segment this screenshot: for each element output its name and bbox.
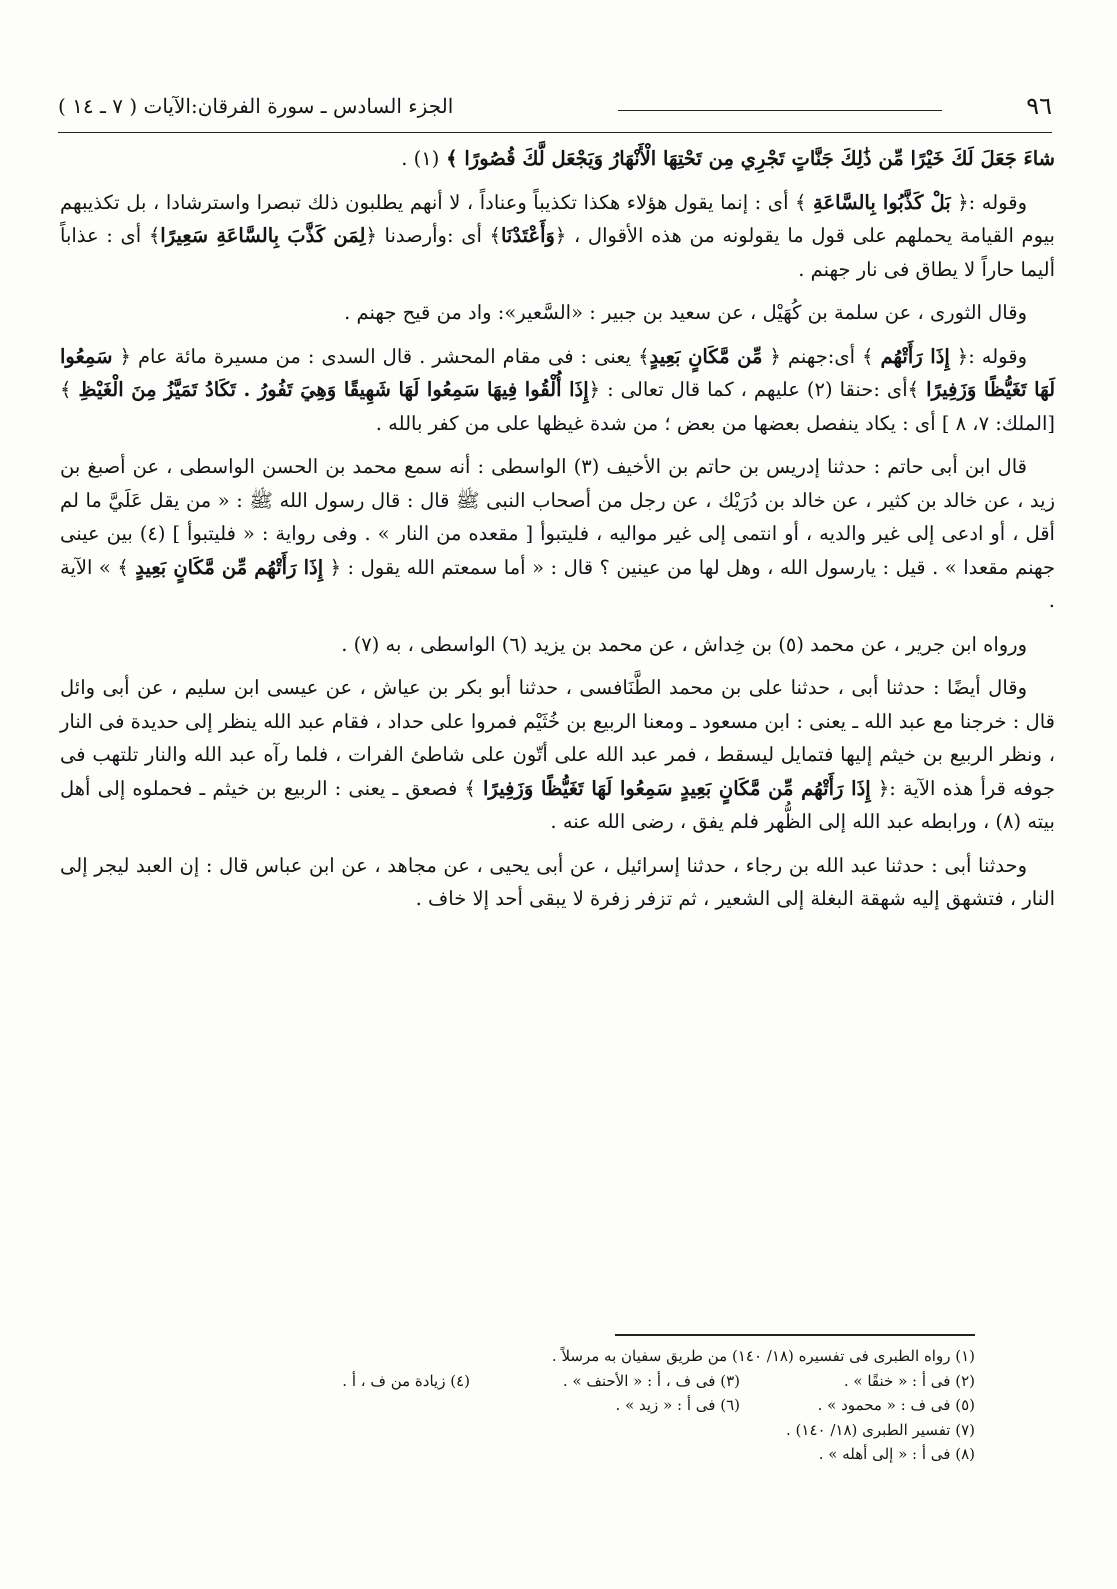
footnote: (٨) فى أ : « إلى أهله » . xyxy=(818,1445,975,1463)
footnote: (١) رواه الطبرى فى تفسيره (١٨/ ١٤٠) من طريق سفيان به مرسلاً . xyxy=(551,1347,975,1365)
text-run: ورواه ابن جرير ، عن محمد (٥) بن خِداش ، عن محمد بن يزيد (٦) الواسطى ، به (٧) . xyxy=(341,632,1027,656)
header-rule xyxy=(618,110,942,111)
text-run: ﴾ أى :وأرصدنا ﴿ xyxy=(365,224,501,247)
footnote: (٢) فى أ : « خنقًا » . xyxy=(843,1371,975,1390)
text-run: وقوله :﴿ xyxy=(950,190,1027,214)
paragraph xyxy=(60,296,1055,330)
paragraph xyxy=(60,849,1055,916)
quran-quote: مِّن مَّكَانٍ بَعِيدٍ xyxy=(649,344,763,368)
quran-quote: إِذَا رَأَتْهُم مِّن مَّكَانٍ بَعِيدٍ سَمِعُوا لَهَا تَغَيُّظًا وَزَفِيرًا xyxy=(483,776,871,800)
footnote: (٥) فى ف : « محمود » . xyxy=(817,1396,975,1414)
footnote: (٦) فى أ : « زيد » . xyxy=(615,1396,740,1414)
quran-quote: شاءَ جَعَلَ لَكَ خَيْرًا مِّن ذَٰلِكَ جَنَّاتٍ تَجْرِي مِن تَحْتِهَا الْأَنْهَارُ وَيَجْعَل لَّكَ قُصُورًا ﴾ xyxy=(439,147,1055,170)
quran-quote: وَأَعْتَدْنَا xyxy=(500,224,555,247)
text-run: ﴾ [الملك: ٧، ٨ ] أى : يكاد ينفصل بعضها من بعض ؛ من شدة غيظها على من كفر بالله . xyxy=(60,378,1055,435)
footnote-row xyxy=(250,1418,975,1443)
text-run: ﴾ يعنى : فى مقام المحشر . قال السدى : من مسيرة مائة عام ﴿ xyxy=(112,344,650,368)
page-number: ٩٦ xyxy=(1026,92,1052,120)
quran-quote: بَلْ كَذَّبُوا بِالسَّاعَةِ xyxy=(813,190,951,214)
footnote-row xyxy=(250,1344,975,1369)
footnote: (٧) تفسير الطبرى (١٨/ ١٤٠) . xyxy=(786,1420,975,1439)
quran-quote: إِذَا أُلْقُوا فِيهَا سَمِعُوا لَهَا شَهِيقًا وَهِيَ تَفُورُ . تَكَادُ تَمَيَّزُ مِنَ الْغَيْظِ xyxy=(78,378,589,401)
text-run: وقال الثورى ، عن سلمة بن كُهَيْل ، عن سعيد بن جبير : «السَّعير»: واد من قيح جهنم . xyxy=(344,301,1027,324)
text-run: وحدثنا أبى : حدثنا عبد الله بن رجاء ، حدثنا إسرائيل ، عن أبى يحيى ، عن مجاهد ، عن ابن عباس قال : إن العبد ليجر إلى النار ، فتشهق إليه شهقة البغلة إلى الشعير ، ثم تزفر زفرة لا يبقى أحد إلا خاف . xyxy=(60,853,1055,910)
text-run: ﴾ أى:جهنم ﴿ xyxy=(762,344,881,368)
footnote-row xyxy=(250,1442,975,1467)
text-run: ﴾ أى : إنما يقول هؤلاء هكذا تكذيباً وعناداً ، لا أنهم يطلبون ذلك تبصرا واسترشادا ، بل تكذيبهم بيوم القيامة يحملهم على قول ما يقولونه من هذه الأقوال ، ﴿ xyxy=(60,190,1055,247)
body-text xyxy=(60,142,1055,926)
text-run: ﴾ أى : عذاباً أليما حاراً لا يطاق فى نار جهنم . xyxy=(60,224,1055,281)
footnote: (٣) فى ف ، أ : « الأحنف » . xyxy=(562,1371,740,1390)
paragraph xyxy=(60,340,1055,441)
footnote-separator xyxy=(615,1334,975,1336)
paragraph xyxy=(60,671,1055,839)
paragraph xyxy=(60,186,1055,287)
paragraph xyxy=(60,628,1055,662)
paragraph xyxy=(60,142,1055,176)
text-run: ﴾ فصعق ـ يعنى : الربيع بن خيثم ـ فحملوه إلى أهل بيته (٨) ، ورابطه عبد الله إلى الظُّهر فلم يفق ، رضى الله عنه . xyxy=(60,776,1055,833)
footnote: (٤) زيادة من ف ، أ . xyxy=(342,1371,470,1390)
quran-quote: سَمِعُوا لَهَا تَغَيُّظًا وَزَفِيرًا xyxy=(60,344,1056,401)
text-run: وقال أيضًا : حدثنا أبى ، حدثنا على بن محمد الطَّنَافسى ، حدثنا أبو بكر بن عياش ، عن عيسى ابن سليم ، عن أبى وائل قال : خرجنا مع عبد الله ـ يعنى : ابن مسعود ـ ومعنا الربيع بن خُثَيْم فمروا على حداد ، فقام عبد الله ينظر إلى حديدة فى النار ، ونظر الربيع بن خيثم إليها فتمايل ليسقط ، فمر عبد الله على أتّون على شاطئ الفرات ، فلما رآه عبد الله والنار تلتهب فى جوفه قرأ هذه الآية :﴿ xyxy=(60,676,1056,800)
quran-quote: لِمَن كَذَّبَ بِالسَّاعَةِ سَعِيرًا xyxy=(160,224,366,247)
footnote-row xyxy=(250,1369,975,1394)
footnotes xyxy=(250,1344,975,1467)
text-run: ﴾أى :حنقا (٢) عليهم ، كما قال تعالى : ﴿ xyxy=(588,378,927,401)
running-head: الجزء السادس ـ سورة الفرقان:الآيات ( ٧ ـ ١٤ ) xyxy=(58,94,454,118)
text-run: وقوله :﴿ xyxy=(949,344,1027,368)
text-run: قال ابن أبى حاتم : حدثنا إدريس بن حاتم بن الأخيف (٣) الواسطى : أنه سمع محمد بن الحسن الواسطى ، عن أصبغ بن زيد ، عن خالد بن كثير ، عن خالد بن دُرَيْك ، عن رجل من أصحاب النبى ﷺ قال : قال رسول الله ﷺ : « من يقل عَلَيَّ ما لم أقل ، أو ادعى إلى غير والديه ، أو انتمى إلى غير مواليه ، فليتبوأ [ مقعده من النار » . وفى رواية : « فليتبوأ ] (٤) بين عينى جهنم مقعدا » . قيل : يارسول الله ، وهل لها من عينين ؟ قال : « أما سمعتم الله يقول : ﴿ xyxy=(60,455,1055,579)
paragraph xyxy=(60,450,1055,618)
quran-quote: إِذَا رَأَتْهُم xyxy=(880,344,950,368)
quran-quote: إِذَا رَأَتْهُم مِّن مَّكَانٍ بَعِيدٍ xyxy=(135,555,324,579)
text-run: (١) . xyxy=(401,147,440,170)
text-run: ﴾ » الآية . xyxy=(60,555,1055,612)
footnote-row xyxy=(250,1393,975,1418)
page-header xyxy=(58,92,1052,133)
